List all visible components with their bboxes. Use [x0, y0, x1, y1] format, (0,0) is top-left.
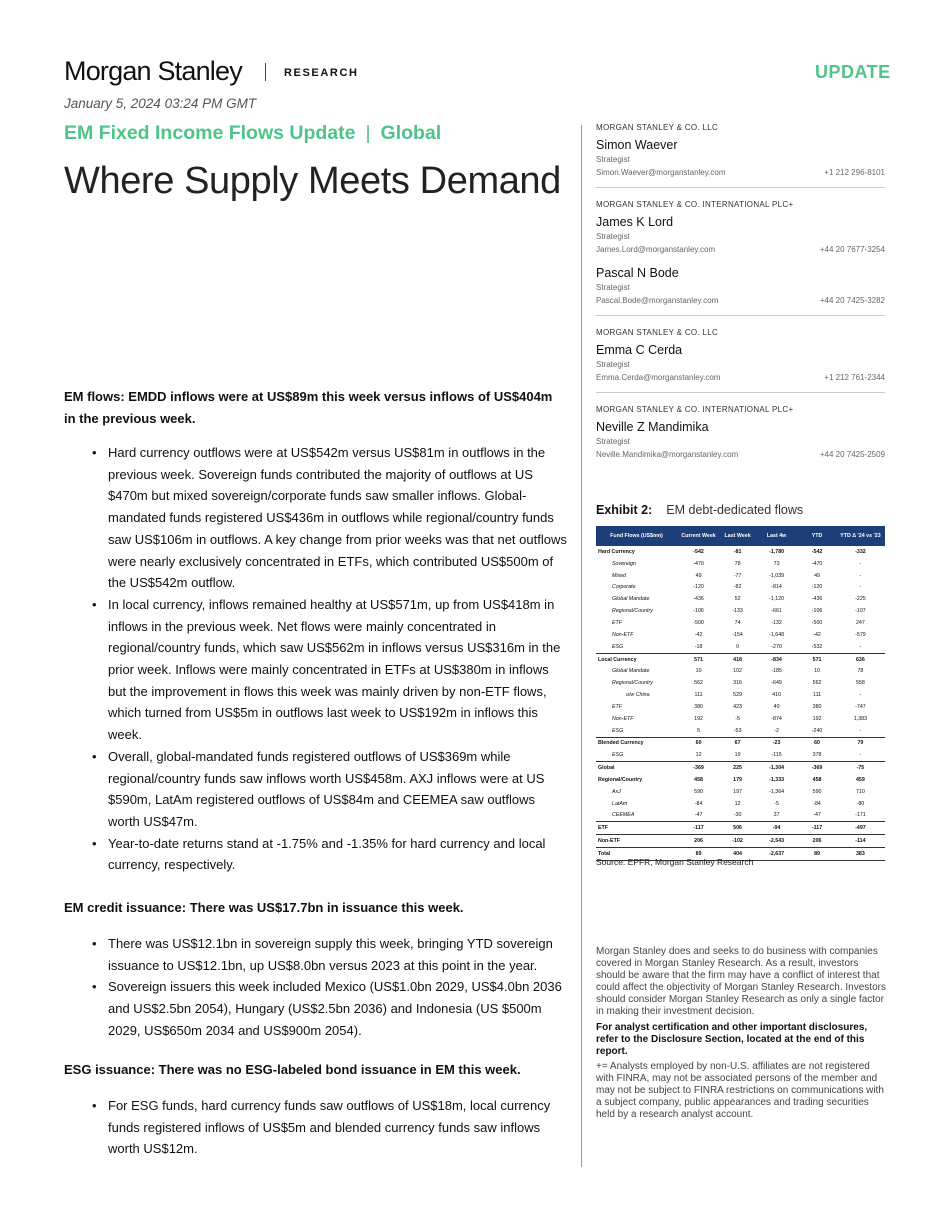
- table-cell: -23: [755, 737, 798, 749]
- table-cell: 37: [773, 812, 780, 819]
- table-cell: 459: [855, 776, 865, 783]
- table-cell: 89: [798, 848, 836, 861]
- table-row: [596, 835, 885, 848]
- list-item: • Sovereign issuers this week included Mexico (US$1.0bn 2029, US$4.0bn 2036 and US$2.5bn 2054), Hungary (US$2.5bn 2036) and Indonesia (US $500m 2029, US$650m 2034 and US$900m 2054).: [108, 976, 567, 1041]
- table-cell: 10: [695, 668, 702, 675]
- table-cell: -542: [693, 548, 704, 555]
- table-cell: 316: [733, 680, 742, 687]
- credit-bullets: [64, 933, 567, 1042]
- table-row: [596, 786, 885, 798]
- author-separator: [596, 187, 885, 188]
- table-cell: -82: [733, 584, 742, 591]
- author-name: Neville Z Mandimika: [596, 420, 709, 434]
- column-header: Last 4w: [755, 526, 798, 546]
- table-cell: 1,383: [853, 715, 868, 722]
- column-header: Current Week: [677, 526, 720, 546]
- series-region: Global: [380, 122, 442, 144]
- table-cell: -102: [720, 835, 755, 848]
- table-cell: 67: [720, 737, 755, 749]
- table-cell: 74: [734, 619, 741, 626]
- table-cell: -661: [771, 608, 782, 615]
- author-email[interactable]: James.Lord@morganstanley.com: [596, 245, 716, 254]
- table-cell: 10: [814, 668, 820, 675]
- table-cell: 79: [836, 737, 885, 749]
- table-cell: -84: [694, 800, 703, 807]
- table-row: [596, 641, 885, 653]
- row-label: Blended Currency: [596, 737, 677, 749]
- table-cell: 192: [694, 715, 703, 722]
- table-cell: -2,637: [755, 848, 798, 861]
- table-cell: 49: [695, 572, 702, 579]
- row-label: Global Mandate: [612, 668, 650, 675]
- table-cell: -649: [771, 680, 782, 687]
- table-cell: -: [859, 692, 862, 699]
- author-role: Strategist: [596, 155, 630, 164]
- table-cell: -1,333: [769, 776, 785, 783]
- table-cell: -1,648: [769, 631, 785, 638]
- table-cell: 571: [677, 653, 720, 665]
- table-cell: 89: [677, 848, 720, 861]
- row-label: ESG: [612, 643, 624, 650]
- row-label: Sovereign: [612, 560, 636, 567]
- row-label: LatAm: [612, 800, 628, 807]
- table-cell: -532: [811, 643, 823, 650]
- row-label: Regional/Country: [612, 680, 653, 687]
- author-phone: +44 20 7425-2509: [819, 450, 885, 459]
- table-cell: -106: [811, 608, 823, 615]
- row-label: ETF: [612, 703, 623, 710]
- disclaimer: [596, 946, 886, 1124]
- table-row: [596, 653, 885, 665]
- table-cell: 410: [772, 692, 782, 699]
- update-badge: UPDATE: [815, 62, 891, 82]
- row-label: Global: [596, 762, 677, 774]
- series-separator: |: [365, 122, 371, 144]
- author-email[interactable]: Neville.Mandimika@morganstanley.com: [596, 450, 739, 459]
- author-list: [596, 123, 885, 465]
- flows-bullets: [64, 442, 567, 876]
- list-item: • Hard currency outflows were at US$542m versus US$81m in outflows in the previous week. Sovereign funds contributed the majority of outflows at US $470m but mixed sovereign/corporate funds saw smaller inflows. Global-mandated funds registered US$436m in outflows while regional/country funds saw US$106m in outflows. A key change from prior weeks was that net outflows were nearly exclusively concentrated in ETFs, which contributed US$500m of the US$542m outflow.: [108, 442, 567, 594]
- table-row: [596, 665, 885, 677]
- table-cell: 206: [798, 835, 836, 848]
- table-cell: -42: [694, 631, 703, 638]
- report-series: [64, 122, 441, 145]
- disclaimer-finra: += Analysts employed by non-U.S. affiliates are not registered with FINRA, may not be associated persons of the member and may not be subject to FINRA restrictions on communications with a subject company, public appearances and trading securities held by a research analyst account.: [596, 1060, 884, 1121]
- table-cell: 78: [857, 668, 864, 675]
- column-header: YTD Δ '24 vs '23: [836, 526, 885, 546]
- row-label: Regional/Country: [598, 776, 643, 783]
- row-label: Mixed: [612, 572, 627, 579]
- table-cell: -120: [811, 584, 823, 591]
- table-row: [596, 762, 885, 774]
- table-cell: -42: [813, 631, 821, 638]
- table-cell: 247: [855, 619, 865, 626]
- table-cell: -834: [755, 653, 798, 665]
- author-card: [596, 123, 885, 177]
- table-cell: 710: [855, 788, 865, 795]
- author-phone: +44 20 7425-3282: [819, 296, 885, 305]
- table-cell: 102: [733, 668, 742, 675]
- table-cell: 19: [734, 752, 741, 759]
- exhibit-source: Source: EPFR, Morgan Stanley Research: [596, 857, 754, 867]
- table-row: [596, 593, 885, 605]
- author-email[interactable]: Emma.Cerda@morganstanley.com: [596, 373, 721, 382]
- table-cell: -117: [677, 822, 720, 835]
- table-cell: -500: [811, 619, 823, 626]
- table-cell: 378: [812, 752, 822, 759]
- row-label: Non-ETF: [612, 715, 634, 722]
- table-cell: 0: [736, 643, 740, 650]
- row-label: ETF: [596, 822, 677, 835]
- esg-heading: ESG issuance: There was no ESG-labeled bond issuance in EM this week.: [64, 1062, 521, 1077]
- table-cell: -470: [693, 560, 704, 567]
- author-name: Emma C Cerda: [596, 343, 683, 357]
- table-cell: 73: [773, 560, 780, 567]
- row-label: o/w China: [626, 692, 650, 699]
- table-row: [596, 558, 885, 570]
- row-label: Corporate: [612, 584, 636, 591]
- table-row: [596, 798, 885, 810]
- table-cell: -47: [694, 812, 703, 819]
- table-cell: -: [859, 560, 862, 567]
- table-cell: -332: [855, 548, 866, 555]
- table-cell: -154: [732, 631, 743, 638]
- table-cell: -369: [677, 762, 720, 774]
- author-firm: MORGAN STANLEY & CO. INTERNATIONAL PLC+: [596, 200, 794, 209]
- table-cell: 380: [812, 703, 822, 710]
- table-cell: 506: [720, 822, 755, 835]
- table-cell: -: [859, 643, 862, 650]
- table-row: [596, 582, 885, 594]
- table-row: [596, 546, 885, 558]
- row-label: CEEMEA: [612, 812, 635, 819]
- table-cell: -436: [693, 596, 704, 603]
- table-cell: -1,364: [769, 788, 785, 795]
- author-role: Strategist: [596, 437, 630, 446]
- table-cell: -: [859, 752, 862, 759]
- table-cell: -117: [798, 822, 836, 835]
- table-cell: -470: [811, 560, 823, 567]
- table-cell: -225: [855, 596, 866, 603]
- list-item: • Overall, global-mandated funds registered outflows of US$369m while regional/country funds saw inflows worth US$458m. AXJ inflows were at US $590m, LatAm registered outflows of US$84m and CEEMEA saw outflows worth US$47m.: [108, 746, 567, 833]
- table-row: [596, 629, 885, 641]
- table-row: [596, 689, 885, 701]
- table-cell: -1,780: [769, 548, 785, 555]
- author-name: James K Lord: [596, 215, 674, 229]
- table-row: [596, 822, 885, 835]
- table-cell: -1,304: [755, 762, 798, 774]
- table-cell: 197: [733, 788, 742, 795]
- esg-section: [64, 1059, 567, 1160]
- table-row: [596, 570, 885, 582]
- author-role: Strategist: [596, 232, 630, 241]
- table-cell: 562: [812, 680, 822, 687]
- author-name: Pascal N Bode: [596, 266, 679, 280]
- table-cell: 562: [694, 680, 703, 687]
- table-cell: -115: [771, 752, 782, 759]
- table-cell: -2: [774, 727, 779, 734]
- table-cell: 40: [773, 703, 780, 710]
- esg-bullets: [64, 1095, 567, 1160]
- table-cell: -497: [836, 822, 885, 835]
- table-cell: -107: [855, 608, 866, 615]
- table-cell: 383: [836, 848, 885, 861]
- table-row: [596, 677, 885, 689]
- table-row: [596, 713, 885, 725]
- table-cell: -: [859, 584, 862, 591]
- table-cell: 458: [812, 776, 822, 783]
- disclaimer-disclosures: For analyst certification and other important disclosures, refer to the Disclosure Section, located at the end of this report.: [596, 1021, 868, 1057]
- table-cell: -5: [774, 800, 779, 807]
- author-role: Strategist: [596, 360, 630, 369]
- table-row: [596, 774, 885, 786]
- author-phone: +1 212 296-8101: [824, 168, 885, 177]
- row-label: Total: [596, 848, 677, 861]
- table-cell: -133: [732, 608, 743, 615]
- author-email[interactable]: Pascal.Bode@morganstanley.com: [596, 296, 719, 305]
- author-firm: MORGAN STANLEY & CO. LLC: [596, 123, 719, 132]
- table-cell: -270: [771, 643, 782, 650]
- table-cell: 418: [720, 653, 755, 665]
- author-card: [596, 266, 885, 305]
- table-cell: -542: [811, 548, 823, 555]
- table-cell: 60: [677, 737, 720, 749]
- table-cell: 179: [733, 776, 742, 783]
- table-cell: -5: [735, 715, 740, 722]
- table-cell: -: [859, 727, 862, 734]
- list-item: • In local currency, inflows remained healthy at US$571m, up from US$418m in inflows in the previous week. Net flows were mainly concentrated in regional/country funds, which saw US$562m in inflows versus US$316m in the prior week. Inflows were mainly concentrated in ETFs at US$380m in inflows but the improvement in flows this week was mainly driven by non-ETF flows, which turned from US$5m in outflows last week to US$192m in inflows this week.: [108, 594, 567, 746]
- exhibit-label: Exhibit 2:: [596, 503, 653, 517]
- flows-heading: EM flows: EMDD inflows were at US$89m this week versus inflows of US$404m in the previous week.: [64, 389, 553, 426]
- table-cell: -436: [811, 596, 823, 603]
- author-phone: +1 212 761-2344: [824, 373, 885, 382]
- table-cell: -75: [836, 762, 885, 774]
- exhibit-title: [596, 503, 803, 517]
- table-cell: 225: [720, 762, 755, 774]
- column-header: Last Week: [720, 526, 755, 546]
- column-header: Fund Flows (US$mn): [596, 526, 677, 546]
- logo-divider: [265, 63, 266, 81]
- table-cell: -814: [771, 584, 782, 591]
- author-separator: [596, 315, 885, 316]
- disclaimer-conflict: Morgan Stanley does and seeks to do business with companies covered in Morgan Stanley Research. As a result, investors should be aware that the firm may have a conflict of interest that could affect the objectivity of Morgan Stanley Research. Investors should consider Morgan Stanley Research as only a single factor in making their investment decision.: [596, 946, 886, 1018]
- list-item: • For ESG funds, hard currency funds saw outflows of US$18m, local currency funds registered inflows of US$5m and blended currency funds saw inflows worth US$12m.: [108, 1095, 567, 1160]
- author-firm: MORGAN STANLEY & CO. LLC: [596, 328, 719, 337]
- table-cell: 590: [812, 788, 822, 795]
- table-cell: -: [859, 572, 862, 579]
- table-row: [596, 725, 885, 737]
- row-label: ESG: [612, 727, 624, 734]
- table-cell: 571: [798, 653, 836, 665]
- table-cell: 5: [697, 727, 701, 734]
- row-label: Local Currency: [596, 653, 677, 665]
- table-cell: 192: [812, 715, 822, 722]
- table-cell: -47: [813, 812, 821, 819]
- table-cell: -874: [771, 715, 782, 722]
- table-row: [596, 617, 885, 629]
- table-cell: -94: [755, 822, 798, 835]
- table-cell: -114: [836, 835, 885, 848]
- table-cell: 111: [813, 692, 822, 699]
- publish-date: January 5, 2024 03:24 PM GMT: [64, 96, 257, 111]
- row-label: Non-ETF: [596, 835, 677, 848]
- author-separator: [596, 392, 885, 393]
- table-cell: -77: [733, 572, 742, 579]
- series-name: EM Fixed Income Flows Update: [64, 122, 356, 144]
- table-row: [596, 737, 885, 749]
- credit-section: [64, 897, 567, 1042]
- report-title: Where Supply Meets Demand: [64, 160, 561, 202]
- table-cell: -747: [855, 703, 866, 710]
- table-cell: 404: [720, 848, 755, 861]
- list-item: • Year-to-date returns stand at -1.75% and -1.35% for hard currency and local currency, respectively.: [108, 833, 567, 876]
- table-cell: 423: [733, 703, 742, 710]
- table-row: [596, 605, 885, 617]
- table-cell: -81: [733, 548, 742, 555]
- table-cell: 78: [734, 560, 741, 567]
- author-name: Simon Waever: [596, 138, 678, 152]
- column-header: YTD: [798, 526, 836, 546]
- flows-table: [596, 526, 885, 861]
- exhibit-caption: EM debt-dedicated flows: [666, 503, 804, 517]
- table-cell: -500: [693, 619, 704, 626]
- table-cell: -185: [771, 668, 782, 675]
- table-cell: -106: [693, 608, 704, 615]
- table-cell: -1,120: [769, 596, 785, 603]
- row-label: AxJ: [612, 788, 621, 795]
- table-cell: -18: [694, 643, 703, 650]
- table-cell: -1,039: [769, 572, 785, 579]
- author-card: [596, 405, 885, 459]
- table-cell: -579: [855, 631, 866, 638]
- column-divider: [581, 125, 582, 1167]
- table-row: [596, 701, 885, 713]
- table-row: [596, 749, 885, 761]
- table-cell: 12: [734, 800, 741, 807]
- table-cell: 111: [694, 692, 703, 699]
- author-firm: MORGAN STANLEY & CO. INTERNATIONAL PLC+: [596, 405, 794, 414]
- table-cell: 558: [855, 680, 865, 687]
- table-cell: 636: [836, 653, 885, 665]
- author-card: [596, 200, 885, 254]
- author-role: Strategist: [596, 283, 630, 292]
- row-label: Hard Currency: [598, 548, 635, 555]
- row-label: ETF: [612, 619, 623, 626]
- table-cell: 12: [695, 752, 702, 759]
- table-cell: -53: [733, 727, 742, 734]
- author-card: [596, 328, 885, 382]
- author-email[interactable]: Simon.Waever@morganstanley.com: [596, 168, 726, 177]
- table-cell: 458: [694, 776, 703, 783]
- table-cell: -30: [733, 812, 742, 819]
- table-cell: -2,543: [755, 835, 798, 848]
- table-row: [596, 810, 885, 822]
- table-cell: 529: [733, 692, 742, 699]
- table-cell: -171: [855, 812, 866, 819]
- list-item: • There was US$12.1bn in sovereign supply this week, bringing YTD sovereign issuance to US$12.1bn, up US$8.0bn versus 2023 at this point in the year.: [108, 933, 567, 976]
- author-phone: +44 20 7677-3254: [819, 245, 885, 254]
- table-cell: 60: [798, 737, 836, 749]
- row-label: Non-ETF: [612, 631, 634, 638]
- table-cell: 52: [734, 596, 741, 603]
- research-label: RESEARCH: [284, 67, 359, 79]
- table-cell: -84: [813, 800, 821, 807]
- row-label: Global Mandate: [612, 596, 650, 603]
- table-cell: -240: [811, 727, 823, 734]
- table-cell: 49: [814, 572, 820, 579]
- row-label: ESG: [612, 752, 624, 759]
- table-cell: -80: [856, 800, 865, 807]
- table-cell: -132: [771, 619, 782, 626]
- table-cell: 206: [677, 835, 720, 848]
- flows-section: [64, 386, 567, 876]
- table-cell: 590: [694, 788, 703, 795]
- table-header-row: [596, 526, 885, 546]
- credit-heading: EM credit issuance: There was US$17.7bn in issuance this week.: [64, 900, 464, 915]
- table-cell: -369: [798, 762, 836, 774]
- table-cell: -120: [693, 584, 704, 591]
- table-cell: 380: [694, 703, 703, 710]
- row-label: Regional/Country: [612, 608, 653, 615]
- morgan-stanley-logo: Morgan Stanley: [64, 56, 242, 86]
